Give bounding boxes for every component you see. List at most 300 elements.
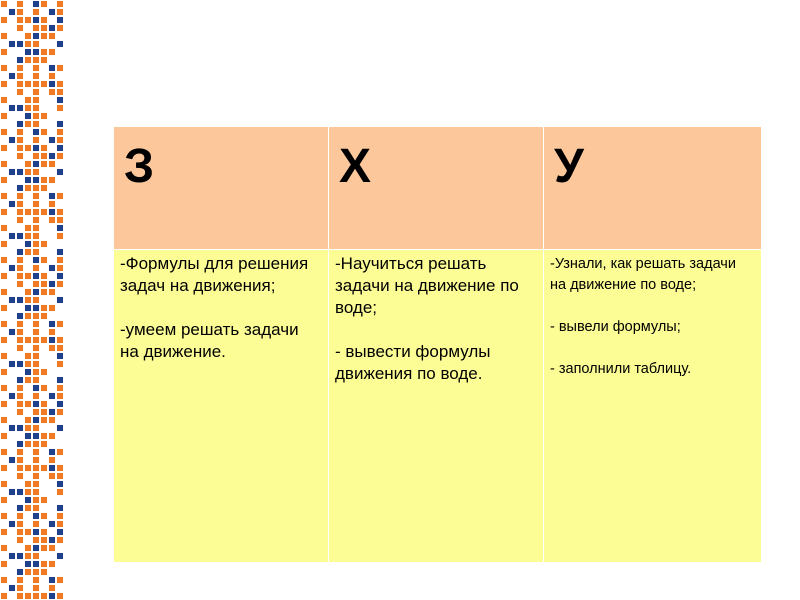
header-cell-x <box>329 127 544 250</box>
border-tile <box>17 209 23 215</box>
border-tile <box>49 89 55 95</box>
border-tile <box>41 337 47 343</box>
border-tile <box>9 169 15 175</box>
border-tile <box>25 273 31 279</box>
border-tile <box>57 81 63 87</box>
border-tile <box>25 121 31 127</box>
border-tile <box>25 377 31 383</box>
border-tile <box>25 225 31 231</box>
border-tile <box>33 489 39 495</box>
border-tile <box>33 233 39 239</box>
border-tile <box>9 489 15 495</box>
border-tile <box>33 201 39 207</box>
border-tile <box>33 369 39 375</box>
border-tile <box>17 57 23 63</box>
border-tile <box>57 577 63 583</box>
border-tile <box>1 1 7 7</box>
border-tile <box>17 185 23 191</box>
border-tile <box>49 81 55 87</box>
border-tile <box>41 57 47 63</box>
border-tile <box>1 177 7 183</box>
border-tile <box>17 337 23 343</box>
border-tile <box>25 369 31 375</box>
border-tile <box>17 393 23 399</box>
border-tile <box>25 105 31 111</box>
border-tile <box>41 313 47 319</box>
border-tile <box>17 513 23 519</box>
border-tile <box>33 17 39 23</box>
border-tile <box>33 9 39 15</box>
border-tile <box>17 273 23 279</box>
border-tile <box>33 465 39 471</box>
border-tile <box>57 153 63 159</box>
border-tile <box>25 465 31 471</box>
border-tile <box>33 329 39 335</box>
border-tile <box>49 465 55 471</box>
border-tile <box>25 313 31 319</box>
border-tile <box>57 257 63 263</box>
border-tile <box>1 385 7 391</box>
border-tile <box>57 537 63 543</box>
border-tile <box>49 209 55 215</box>
border-tile <box>33 561 39 567</box>
border-tile <box>33 585 39 591</box>
border-tile <box>17 585 23 591</box>
border-tile <box>25 185 31 191</box>
border-tile <box>33 113 39 119</box>
border-tile <box>41 417 47 423</box>
border-tile <box>1 337 7 343</box>
border-tile <box>49 73 55 79</box>
border-tile <box>25 113 31 119</box>
border-tile <box>1 497 7 503</box>
border-tile <box>57 169 63 175</box>
border-tile <box>57 337 63 343</box>
border-tile <box>9 137 15 143</box>
border-tile <box>1 225 7 231</box>
border-tile <box>33 481 39 487</box>
border-tile <box>49 577 55 583</box>
border-tile <box>25 249 31 255</box>
border-tile <box>25 17 31 23</box>
border-tile <box>25 337 31 343</box>
border-tile <box>57 393 63 399</box>
border-tile <box>33 529 39 535</box>
border-tile <box>17 201 23 207</box>
border-tile <box>1 417 7 423</box>
border-tile <box>57 489 63 495</box>
border-tile <box>33 577 39 583</box>
border-tile <box>1 577 7 583</box>
border-tile <box>57 281 63 287</box>
header-label-x: Х <box>339 140 372 193</box>
border-tile <box>9 41 15 47</box>
border-tile <box>1 81 7 87</box>
border-tile <box>41 537 47 543</box>
border-tile <box>41 1 47 7</box>
border-tile <box>33 209 39 215</box>
border-tile <box>41 49 47 55</box>
border-tile <box>33 313 39 319</box>
border-tile <box>41 281 47 287</box>
border-tile <box>17 553 23 559</box>
border-tile <box>1 401 7 407</box>
border-tile <box>33 449 39 455</box>
border-tile <box>57 97 63 103</box>
border-tile <box>49 217 55 223</box>
border-tile <box>49 193 55 199</box>
border-tile <box>33 345 39 351</box>
border-tile <box>25 289 31 295</box>
border-tile <box>33 505 39 511</box>
zxu-table <box>113 126 762 563</box>
border-tile <box>1 305 7 311</box>
border-tile <box>41 33 47 39</box>
border-tile <box>41 185 47 191</box>
border-tile <box>25 209 31 215</box>
border-tile <box>57 249 63 255</box>
border-tile <box>17 449 23 455</box>
border-tile <box>33 305 39 311</box>
border-tile <box>57 353 63 359</box>
border-tile <box>9 393 15 399</box>
border-tile <box>57 449 63 455</box>
border-tile <box>1 241 7 247</box>
border-tile <box>33 73 39 79</box>
border-tile <box>57 513 63 519</box>
border-tile <box>57 505 63 511</box>
border-tile <box>57 25 63 31</box>
border-tile <box>41 465 47 471</box>
border-tile <box>25 545 31 551</box>
border-tile <box>1 17 7 23</box>
border-tile <box>33 433 39 439</box>
border-tile <box>33 473 39 479</box>
border-tile <box>17 457 23 463</box>
border-tile <box>33 417 39 423</box>
border-tile <box>57 385 63 391</box>
border-tile <box>57 17 63 23</box>
border-tile <box>25 505 31 511</box>
border-tile <box>33 401 39 407</box>
border-tile <box>17 577 23 583</box>
border-tile <box>17 193 23 199</box>
border-tile <box>33 497 39 503</box>
border-tile <box>1 49 7 55</box>
border-tile <box>41 81 47 87</box>
border-tile <box>1 529 7 535</box>
border-tile <box>17 65 23 71</box>
border-tile <box>17 489 23 495</box>
border-tile <box>33 177 39 183</box>
border-tile <box>25 489 31 495</box>
border-tile <box>1 65 7 71</box>
border-tile <box>33 457 39 463</box>
border-tile <box>1 289 7 295</box>
border-tile <box>33 97 39 103</box>
border-tile <box>17 297 23 303</box>
border-tile <box>1 129 7 135</box>
border-tile <box>17 121 23 127</box>
border-tile <box>25 553 31 559</box>
border-tile <box>25 425 31 431</box>
border-tile <box>33 41 39 47</box>
border-tile <box>41 513 47 519</box>
border-tile <box>57 521 63 527</box>
border-tile <box>1 257 7 263</box>
border-tile <box>41 17 47 23</box>
border-tile <box>57 593 63 599</box>
border-tile <box>1 465 7 471</box>
border-tile <box>17 425 23 431</box>
border-tile <box>33 49 39 55</box>
border-tile <box>49 337 55 343</box>
border-tile <box>33 57 39 63</box>
border-tile <box>25 297 31 303</box>
border-tile <box>17 569 23 575</box>
border-tile <box>57 233 63 239</box>
border-tile <box>17 9 23 15</box>
border-tile <box>33 289 39 295</box>
border-tile <box>33 353 39 359</box>
border-tile <box>57 1 63 7</box>
border-tile <box>33 409 39 415</box>
border-tile <box>41 25 47 31</box>
border-tile <box>33 361 39 367</box>
border-tile <box>9 329 15 335</box>
border-tile <box>1 449 7 455</box>
border-tile <box>9 201 15 207</box>
border-tile <box>17 593 23 599</box>
border-tile <box>49 473 55 479</box>
border-tile <box>17 321 23 327</box>
border-tile <box>57 105 63 111</box>
border-tile <box>57 529 63 535</box>
body-row <box>114 250 762 563</box>
border-tile <box>25 233 31 239</box>
border-tile <box>57 209 63 215</box>
border-tile <box>49 329 55 335</box>
border-tile <box>9 361 15 367</box>
border-tile <box>25 169 31 175</box>
border-tile <box>17 465 23 471</box>
border-tile <box>33 89 39 95</box>
border-tile <box>25 361 31 367</box>
border-tile <box>49 25 55 31</box>
border-tile <box>57 345 63 351</box>
border-tile <box>57 89 63 95</box>
border-tile <box>9 297 15 303</box>
border-tile <box>49 49 55 55</box>
border-tile <box>9 105 15 111</box>
border-tile <box>57 297 63 303</box>
border-tile <box>33 161 39 167</box>
border-tile <box>33 129 39 135</box>
cell-know-text: -Формулы для решения задач на движения; -умеем решать задачи на движение. <box>120 254 309 361</box>
border-tile <box>25 41 31 47</box>
header-cell-u <box>544 127 762 250</box>
border-tile <box>1 193 7 199</box>
border-tile <box>17 105 23 111</box>
border-tile <box>33 169 39 175</box>
border-tile <box>1 481 7 487</box>
header-cell-z <box>114 127 329 250</box>
border-tile <box>33 385 39 391</box>
border-tile <box>49 265 55 271</box>
border-tile <box>17 25 23 31</box>
header-label-u: У <box>554 140 584 193</box>
border-tile <box>57 321 63 327</box>
border-tile <box>25 561 31 567</box>
border-tile <box>41 177 47 183</box>
border-tile <box>17 505 23 511</box>
border-tile <box>57 41 63 47</box>
border-tile <box>1 321 7 327</box>
decorative-border <box>0 0 64 600</box>
border-tile <box>25 97 31 103</box>
border-tile <box>25 305 31 311</box>
border-tile <box>33 257 39 263</box>
border-tile <box>57 145 63 151</box>
border-tile <box>33 225 39 231</box>
border-tile <box>49 137 55 143</box>
border-tile <box>41 153 47 159</box>
border-tile <box>25 529 31 535</box>
border-tile <box>57 265 63 271</box>
border-tile <box>1 33 7 39</box>
border-tile <box>57 465 63 471</box>
border-tile <box>17 329 23 335</box>
border-tile <box>49 177 55 183</box>
border-tile <box>1 545 7 551</box>
border-tile <box>17 529 23 535</box>
border-tile <box>57 409 63 415</box>
border-tile <box>49 321 55 327</box>
border-tile <box>49 545 55 551</box>
border-tile <box>49 521 55 527</box>
border-tile <box>25 241 31 247</box>
border-tile <box>41 257 47 263</box>
border-tile <box>57 473 63 479</box>
border-tile <box>1 561 7 567</box>
border-tile <box>41 129 47 135</box>
border-tile <box>41 497 47 503</box>
border-tile <box>17 521 23 527</box>
border-tile <box>33 537 39 543</box>
border-tile <box>57 65 63 71</box>
border-tile <box>33 1 39 7</box>
border-tile <box>9 457 15 463</box>
border-tile <box>33 145 39 151</box>
border-tile <box>25 481 31 487</box>
border-tile <box>1 513 7 519</box>
border-tile <box>17 145 23 151</box>
border-tile <box>33 273 39 279</box>
border-tile <box>33 321 39 327</box>
border-tile <box>17 537 23 543</box>
border-tile <box>25 161 31 167</box>
border-tile <box>41 273 47 279</box>
border-tile <box>17 441 23 447</box>
border-tile <box>17 401 23 407</box>
border-tile <box>41 289 47 295</box>
border-tile <box>17 313 23 319</box>
border-tile <box>33 545 39 551</box>
border-tile <box>57 217 63 223</box>
border-tile <box>25 57 31 63</box>
border-tile <box>33 521 39 527</box>
border-tile <box>41 161 47 167</box>
border-tile <box>25 353 31 359</box>
border-tile <box>49 281 55 287</box>
border-tile <box>41 545 47 551</box>
border-tile <box>17 385 23 391</box>
border-tile <box>1 369 7 375</box>
border-tile <box>9 9 15 15</box>
border-tile <box>17 281 23 287</box>
border-tile <box>41 433 47 439</box>
cell-want <box>329 250 544 563</box>
cell-want-text: -Научиться решать задачи на движение по воде; - вывести формулы движения по воде. <box>335 254 519 383</box>
border-tile <box>57 553 63 559</box>
border-tile <box>9 553 15 559</box>
border-tile <box>25 177 31 183</box>
border-tile <box>57 377 63 383</box>
border-tile <box>1 593 7 599</box>
border-tile <box>17 73 23 79</box>
border-tile <box>1 113 7 119</box>
border-tile <box>9 521 15 527</box>
header-row <box>114 127 762 250</box>
border-tile <box>49 457 55 463</box>
border-tile <box>17 377 23 383</box>
border-tile <box>33 185 39 191</box>
border-tile <box>33 441 39 447</box>
border-tile <box>33 593 39 599</box>
border-tile <box>41 209 47 215</box>
border-tile <box>57 401 63 407</box>
border-tile <box>33 105 39 111</box>
border-tile <box>49 161 55 167</box>
border-tile <box>25 49 31 55</box>
border-tile <box>49 417 55 423</box>
border-tile <box>49 433 55 439</box>
border-tile <box>1 161 7 167</box>
border-tile <box>17 137 23 143</box>
border-tile <box>49 65 55 71</box>
border-tile <box>57 121 63 127</box>
border-tile <box>33 569 39 575</box>
border-tile <box>33 425 39 431</box>
border-tile <box>17 473 23 479</box>
border-tile <box>49 561 55 567</box>
border-tile <box>1 209 7 215</box>
border-tile <box>17 233 23 239</box>
border-tile <box>41 441 47 447</box>
border-tile <box>1 145 7 151</box>
border-tile <box>33 281 39 287</box>
border-tile <box>9 233 15 239</box>
border-tile <box>41 385 47 391</box>
border-tile <box>25 441 31 447</box>
border-tile <box>1 353 7 359</box>
border-tile <box>41 369 47 375</box>
header-label-z: З <box>124 140 155 193</box>
border-tile <box>41 113 47 119</box>
border-tile <box>49 409 55 415</box>
border-tile <box>25 497 31 503</box>
border-tile <box>33 25 39 31</box>
